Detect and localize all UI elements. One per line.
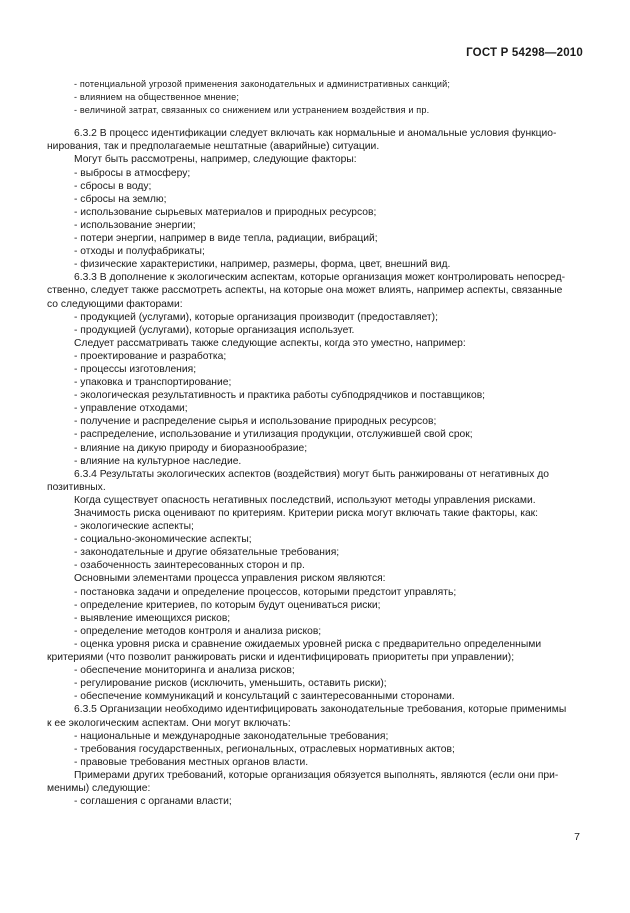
text-line: Могут быть рассмотрены, например, следующие факторы: [74,154,357,166]
text-line: со следующими факторами: [47,298,183,310]
text-line: Следует рассматривать также следующие аспекты, когда это уместно, например: [74,337,466,349]
text-line: 6.3.5 Организации необходимо идентифицировать законодательные требования, которые применимы [74,704,567,716]
standard-header: ГОСТ Р 54298—2010 [466,47,583,59]
text-line: Примерами других требований, которые организация обязуется выполнять, являются (если они при- [74,769,559,781]
text-line: - продукцией (услугами), которые организация использует. [74,324,355,336]
text-line: критериями (что позволит ранжировать риски и идентифицировать приоритеты при управлении); [47,652,515,664]
text-line: - экологические аспекты; [74,521,194,533]
text-line: 6.3.2 В процесс идентификации следует включать как нормальные и аномальные условия функцио- [74,128,557,140]
text-line: - законодательные и другие обязательные требования; [74,547,340,559]
text-line: - озабоченность заинтересованных сторон и пр. [74,560,305,572]
text-line: - влияние на дикую природу и биоразнообразие; [74,442,308,454]
text-line: - национальные и международные законодательные требования; [74,730,389,742]
text-line: 6.3.4 Результаты экологических аспектов (воздействия) могут быть ранжированы от негативных до [74,468,549,480]
text-line: к ее экологическим аспектам. Они могут включать: [47,717,291,729]
text-line: - оценка уровня риска и сравнение ожидаемых уровней риска с предварительно определенными [74,638,542,650]
text-line: - определение критериев, по которым будут оцениваться риски; [74,599,381,611]
text-line: - потенциальной угрозой применения законодательных и административных санкций; [74,79,451,89]
text-line: - влиянием на общественное мнение; [74,92,240,103]
text-line: - постановка задачи и определение процессов, которыми предстоит управлять; [74,586,457,598]
text-line: - использование сырьевых материалов и природных ресурсов; [74,206,377,218]
text-line: ственно, следует также рассмотреть аспекты, на которые она может влиять, например аспекты, связанные [47,285,563,297]
text-line: - получение и распределение сырья и использование природных ресурсов; [74,416,437,428]
text-line: Когда существует опасность негативных последствий, используют методы управления рисками. [74,494,536,506]
text-line: - обеспечение коммуникаций и консультаций с заинтересованными сторонами. [74,691,455,703]
document-body [47,78,582,808]
text-line: - выбросы в атмосферу; [74,167,191,179]
text-line: Значимость риска оценивают по критериям. Критерии риска могут включать такие факторы, как: [74,508,539,519]
text-line: - регулирование рисков (исключить, уменьшить, оставить риски); [74,678,387,690]
text-line: - процессы изготовления; [74,363,197,375]
page-number: 7 [574,831,580,843]
text-line: нирования, так и предполагаемые нештатные (аварийные) ситуации. [47,141,380,153]
text-line: - экологическая результативность и практика работы субподрядчиков и поставщиков; [74,390,486,402]
text-line: - социально-экономические аспекты; [74,534,252,546]
text-line: - влияние на культурное наследие. [74,455,242,467]
text-line: - выявление имеющихся рисков; [74,612,231,624]
text-line: Основными элементами процесса управления риском являются: [74,573,386,585]
paragraph-gap [47,117,582,127]
text-line: - определение методов контроля и анализа рисков; [74,625,322,637]
text-line: - требования государственных, региональных, отраслевых нормативных актов; [74,743,455,755]
text-line: - использование энергии; [74,219,196,231]
text-line: - сбросы на землю; [74,193,167,205]
text-line: - продукцией (услугами), которые организация производит (предоставляет); [74,311,438,323]
text-line: - потери энергии, например в виде тепла, радиации, вибраций; [74,233,378,245]
text-line: - сбросы в воду; [74,180,152,192]
text-line: позитивных. [47,481,106,493]
text-line: 6.3.3 В дополнение к экологическим аспектам, которые организация может контролировать непосред- [74,272,566,284]
text-line: менимы) следующие: [47,782,151,794]
text-line: - правовые требования местных органов власти. [74,756,309,768]
text-line: - упаковка и транспортирование; [74,377,232,389]
text-line: - соглашения с органами власти; [74,796,232,808]
text-line: - физические характеристики, например, размеры, форма, цвет, внешний вид. [74,259,451,271]
text-line: - распределение, использование и утилизация продукции, отслужившей свой срок; [74,429,473,441]
text-line: - проектирование и разработка; [74,350,227,362]
text-line: - величиной затрат, связанных со снижением или устранением воздействия и пр. [74,105,430,116]
text-line: - отходы и полуфабрикаты; [74,246,205,258]
text-line: - управление отходами; [74,403,188,415]
text-line: - обеспечение мониторинга и анализа рисков; [74,665,295,677]
